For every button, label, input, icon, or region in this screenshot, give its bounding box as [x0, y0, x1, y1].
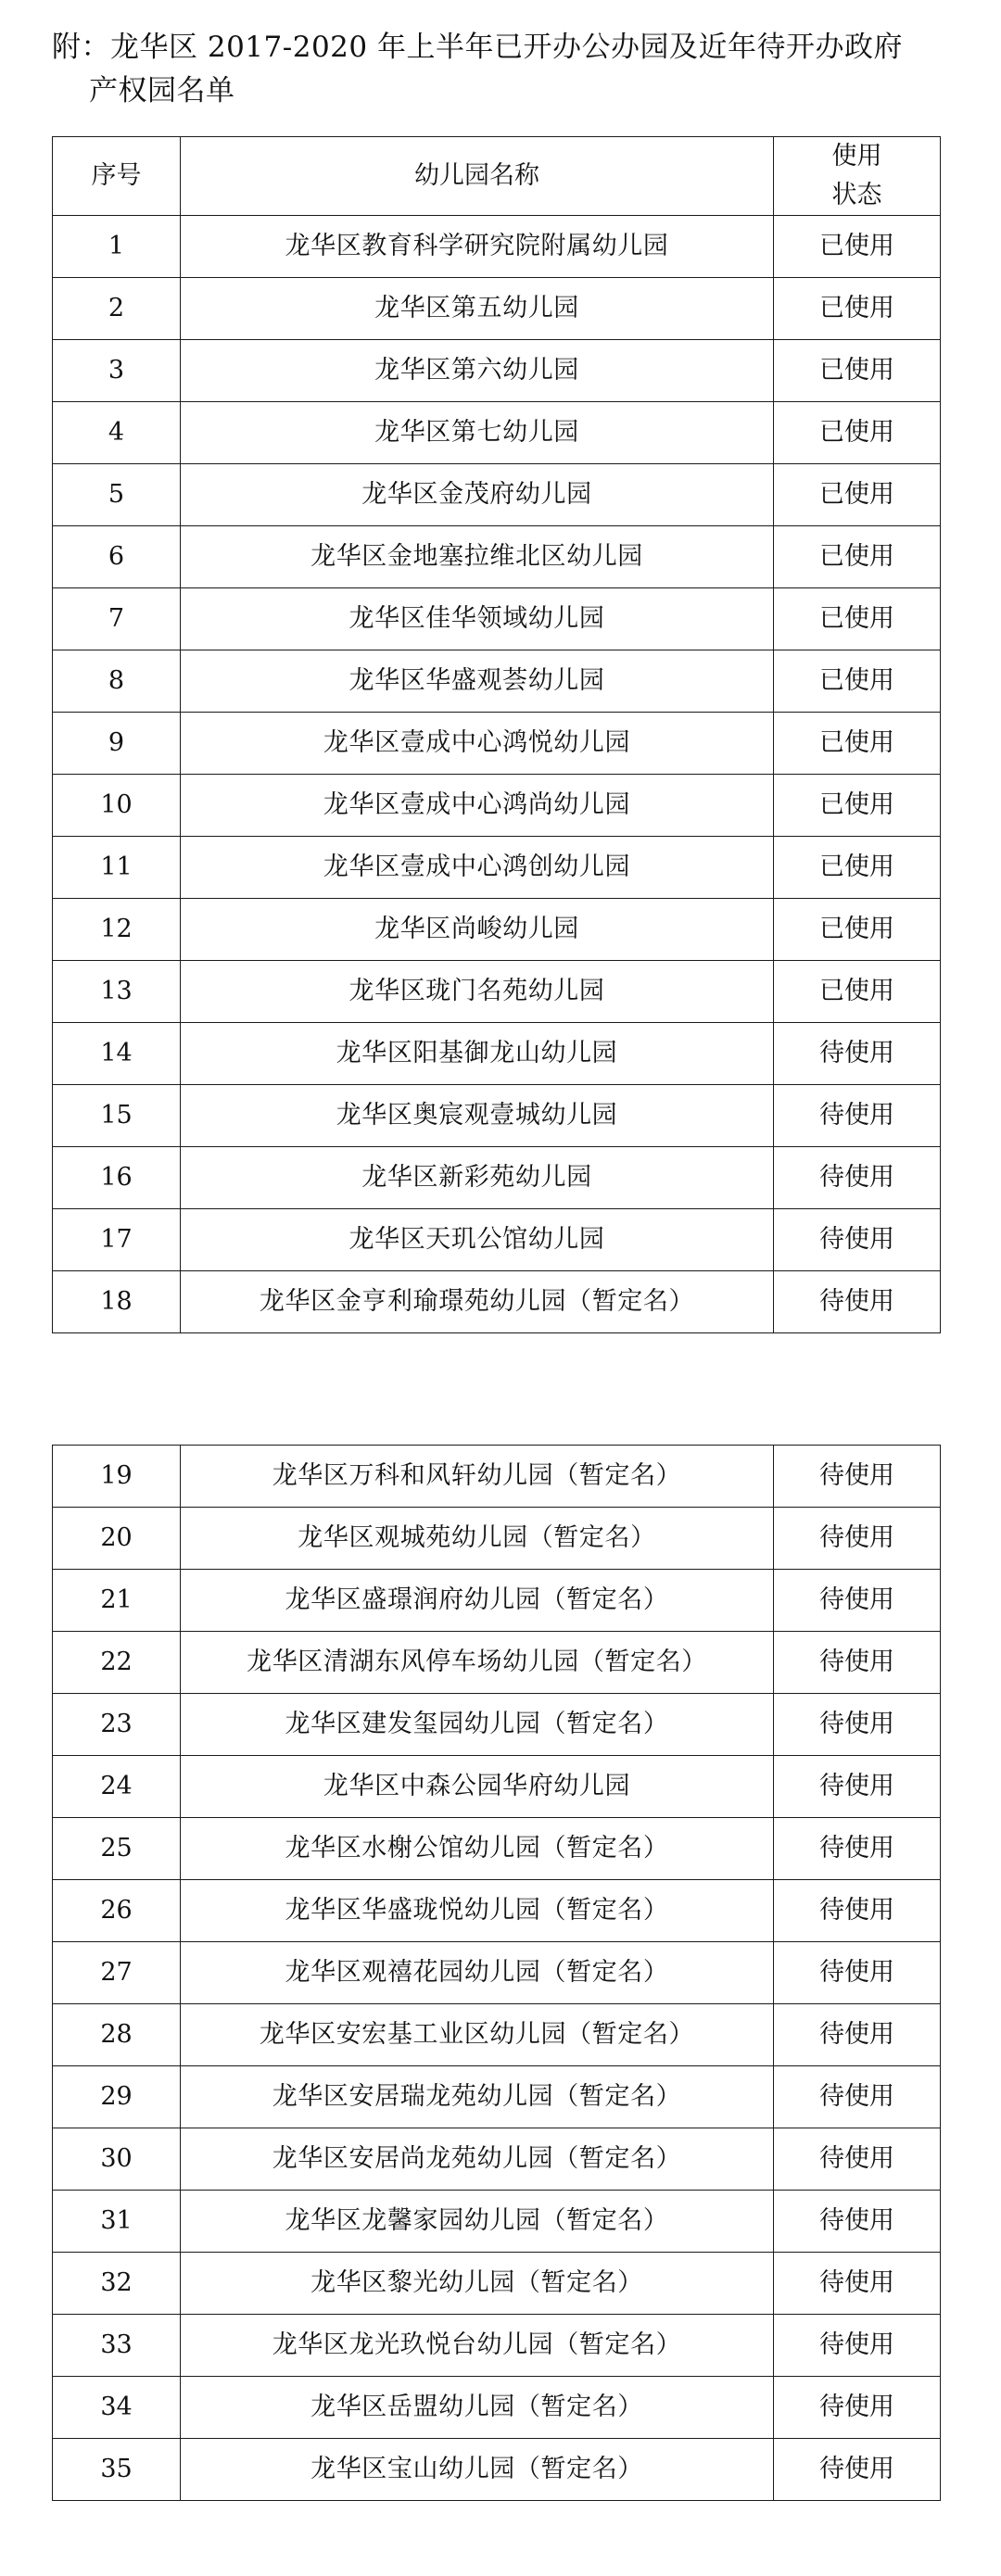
- cell-status: 待使用: [774, 2065, 941, 2128]
- cell-index: 30: [53, 2128, 181, 2190]
- table-header-row: [53, 137, 941, 216]
- cell-index: 31: [53, 2190, 181, 2252]
- cell-kindergarten-name: 龙华区新彩苑幼儿园: [181, 1146, 774, 1208]
- cell-kindergarten-name: 龙华区第五幼儿园: [181, 277, 774, 339]
- cell-index: 6: [53, 525, 181, 587]
- cell-kindergarten-name: 龙华区金亨利瑜璟苑幼儿园（暂定名）: [181, 1270, 774, 1332]
- cell-status: 待使用: [774, 2128, 941, 2190]
- table-row: [53, 836, 941, 898]
- table-row: [53, 339, 941, 401]
- cell-kindergarten-name: 龙华区观禧花园幼儿园（暂定名）: [181, 1941, 774, 2003]
- cell-kindergarten-name: 龙华区金地塞拉维北区幼儿园: [181, 525, 774, 587]
- table-row: [53, 1270, 941, 1332]
- table-row: [53, 1445, 941, 1507]
- cell-kindergarten-name: 龙华区华盛观荟幼儿园: [181, 650, 774, 712]
- cell-status: 待使用: [774, 1879, 941, 1941]
- cell-index: 10: [53, 774, 181, 836]
- cell-kindergarten-name: 龙华区第六幼儿园: [181, 339, 774, 401]
- cell-index: 14: [53, 1022, 181, 1084]
- cell-index: 3: [53, 339, 181, 401]
- cell-index: 21: [53, 1569, 181, 1631]
- table-row: [53, 463, 941, 525]
- cell-status: 待使用: [774, 2003, 941, 2065]
- cell-index: 19: [53, 1445, 181, 1507]
- cell-kindergarten-name: 龙华区第七幼儿园: [181, 401, 774, 463]
- cell-index: 7: [53, 587, 181, 650]
- page-break-gap: [52, 1333, 940, 1445]
- cell-index: 8: [53, 650, 181, 712]
- cell-status: 已使用: [774, 898, 941, 960]
- cell-index: 4: [53, 401, 181, 463]
- cell-kindergarten-name: 龙华区壹成中心鸿悦幼儿园: [181, 712, 774, 774]
- cell-kindergarten-name: 龙华区华盛珑悦幼儿园（暂定名）: [181, 1879, 774, 1941]
- table-row: [53, 2190, 941, 2252]
- cell-status: 已使用: [774, 774, 941, 836]
- column-header-status-line-2: 状态: [831, 180, 882, 209]
- table-row: [53, 2252, 941, 2314]
- cell-index: 1: [53, 215, 181, 277]
- cell-status: 待使用: [774, 2376, 941, 2438]
- cell-index: 20: [53, 1507, 181, 1569]
- cell-index: 5: [53, 463, 181, 525]
- table-row: [53, 1022, 941, 1084]
- cell-status: 待使用: [774, 1755, 941, 1817]
- cell-kindergarten-name: 龙华区观城苑幼儿园（暂定名）: [181, 1507, 774, 1569]
- cell-index: 9: [53, 712, 181, 774]
- cell-index: 23: [53, 1693, 181, 1755]
- table-row: [53, 1084, 941, 1146]
- table-row: [53, 1507, 941, 1569]
- page-title-line-2: 产权园名单: [89, 73, 235, 107]
- cell-kindergarten-name: 龙华区建发玺园幼儿园（暂定名）: [181, 1693, 774, 1755]
- cell-status: 待使用: [774, 1146, 941, 1208]
- cell-index: 18: [53, 1270, 181, 1332]
- cell-status: 待使用: [774, 1022, 941, 1084]
- cell-status: 待使用: [774, 1270, 941, 1332]
- cell-status: 已使用: [774, 587, 941, 650]
- table-row: [53, 2003, 941, 2065]
- cell-kindergarten-name: 龙华区教育科学研究院附属幼儿园: [181, 215, 774, 277]
- cell-index: 26: [53, 1879, 181, 1941]
- cell-status: 待使用: [774, 2190, 941, 2252]
- cell-kindergarten-name: 龙华区阳基御龙山幼儿园: [181, 1022, 774, 1084]
- table-row: [53, 525, 941, 587]
- cell-status: 已使用: [774, 960, 941, 1022]
- cell-index: 12: [53, 898, 181, 960]
- cell-kindergarten-name: 龙华区龙馨家园幼儿园（暂定名）: [181, 2190, 774, 2252]
- cell-kindergarten-name: 龙华区天玑公馆幼儿园: [181, 1208, 774, 1270]
- table-row: [53, 2128, 941, 2190]
- table-row: [53, 401, 941, 463]
- cell-kindergarten-name: 龙华区龙光玖悦台幼儿园（暂定名）: [181, 2314, 774, 2376]
- cell-status: 待使用: [774, 1208, 941, 1270]
- cell-kindergarten-name: 龙华区清湖东风停车场幼儿园（暂定名）: [181, 1631, 774, 1693]
- cell-status: 待使用: [774, 1817, 941, 1879]
- cell-status: 已使用: [774, 650, 941, 712]
- cell-kindergarten-name: 龙华区黎光幼儿园（暂定名）: [181, 2252, 774, 2314]
- cell-status: 待使用: [774, 1445, 941, 1507]
- cell-index: 25: [53, 1817, 181, 1879]
- cell-status: 待使用: [774, 1941, 941, 2003]
- cell-index: 24: [53, 1755, 181, 1817]
- cell-status: 待使用: [774, 1631, 941, 1693]
- table-row: [53, 215, 941, 277]
- cell-status: 待使用: [774, 2252, 941, 2314]
- cell-kindergarten-name: 龙华区壹成中心鸿尚幼儿园: [181, 774, 774, 836]
- cell-kindergarten-name: 龙华区壹成中心鸿创幼儿园: [181, 836, 774, 898]
- cell-kindergarten-name: 龙华区宝山幼儿园（暂定名）: [181, 2438, 774, 2500]
- cell-index: 34: [53, 2376, 181, 2438]
- cell-index: 27: [53, 1941, 181, 2003]
- cell-status: 已使用: [774, 712, 941, 774]
- cell-status: 已使用: [774, 401, 941, 463]
- table-row: [53, 1631, 941, 1693]
- table-row: [53, 587, 941, 650]
- column-header-index: 序号: [53, 137, 181, 216]
- cell-index: 15: [53, 1084, 181, 1146]
- table-row: [53, 2065, 941, 2128]
- cell-status: 待使用: [774, 1084, 941, 1146]
- column-header-status-line-1: 使用: [831, 142, 882, 170]
- cell-index: 13: [53, 960, 181, 1022]
- cell-index: 33: [53, 2314, 181, 2376]
- table-row: [53, 1817, 941, 1879]
- page-title: [52, 26, 940, 112]
- cell-index: 22: [53, 1631, 181, 1693]
- cell-kindergarten-name: 龙华区安居尚龙苑幼儿园（暂定名）: [181, 2128, 774, 2190]
- table-row: [53, 2376, 941, 2438]
- table-row: [53, 898, 941, 960]
- cell-kindergarten-name: 龙华区奥宸观壹城幼儿园: [181, 1084, 774, 1146]
- table-row: [53, 774, 941, 836]
- column-header-name: 幼儿园名称: [181, 137, 774, 216]
- cell-index: 28: [53, 2003, 181, 2065]
- cell-index: 16: [53, 1146, 181, 1208]
- cell-kindergarten-name: 龙华区水榭公馆幼儿园（暂定名）: [181, 1817, 774, 1879]
- table-row: [53, 960, 941, 1022]
- cell-status: 待使用: [774, 1693, 941, 1755]
- table-row: [53, 1146, 941, 1208]
- kindergarten-table-part-2: [52, 1445, 941, 2501]
- table-row: [53, 1755, 941, 1817]
- table-row: [53, 1941, 941, 2003]
- cell-index: 11: [53, 836, 181, 898]
- table-row: [53, 1693, 941, 1755]
- table-row: [53, 2438, 941, 2500]
- table-row: [53, 1208, 941, 1270]
- cell-status: 已使用: [774, 339, 941, 401]
- page-title-line-1: 附：龙华区 2017-2020 年上半年已开办公办园及近年待开办政府: [52, 31, 903, 64]
- table-row: [53, 2314, 941, 2376]
- cell-index: 29: [53, 2065, 181, 2128]
- cell-status: 待使用: [774, 1507, 941, 1569]
- cell-index: 2: [53, 277, 181, 339]
- cell-kindergarten-name: 龙华区安宏基工业区幼儿园（暂定名）: [181, 2003, 774, 2065]
- cell-status: 已使用: [774, 463, 941, 525]
- cell-kindergarten-name: 龙华区盛璟润府幼儿园（暂定名）: [181, 1569, 774, 1631]
- cell-index: 17: [53, 1208, 181, 1270]
- table-row: [53, 1569, 941, 1631]
- column-header-status: [774, 137, 941, 216]
- cell-kindergarten-name: 龙华区尚峻幼儿园: [181, 898, 774, 960]
- kindergarten-table-part-1: [52, 136, 941, 1333]
- cell-kindergarten-name: 龙华区佳华领域幼儿园: [181, 587, 774, 650]
- table-row: [53, 712, 941, 774]
- cell-status: 已使用: [774, 277, 941, 339]
- table-row: [53, 650, 941, 712]
- cell-kindergarten-name: 龙华区中森公园华府幼儿园: [181, 1755, 774, 1817]
- cell-status: 已使用: [774, 836, 941, 898]
- table-row: [53, 277, 941, 339]
- table-row: [53, 1879, 941, 1941]
- cell-kindergarten-name: 龙华区安居瑞龙苑幼儿园（暂定名）: [181, 2065, 774, 2128]
- cell-status: 待使用: [774, 2438, 941, 2500]
- cell-index: 32: [53, 2252, 181, 2314]
- cell-status: 待使用: [774, 2314, 941, 2376]
- cell-status: 待使用: [774, 1569, 941, 1631]
- cell-kindergarten-name: 龙华区珑门名苑幼儿园: [181, 960, 774, 1022]
- cell-kindergarten-name: 龙华区岳盟幼儿园（暂定名）: [181, 2376, 774, 2438]
- cell-index: 35: [53, 2438, 181, 2500]
- cell-status: 已使用: [774, 215, 941, 277]
- cell-kindergarten-name: 龙华区金茂府幼儿园: [181, 463, 774, 525]
- cell-status: 已使用: [774, 525, 941, 587]
- cell-kindergarten-name: 龙华区万科和风轩幼儿园（暂定名）: [181, 1445, 774, 1507]
